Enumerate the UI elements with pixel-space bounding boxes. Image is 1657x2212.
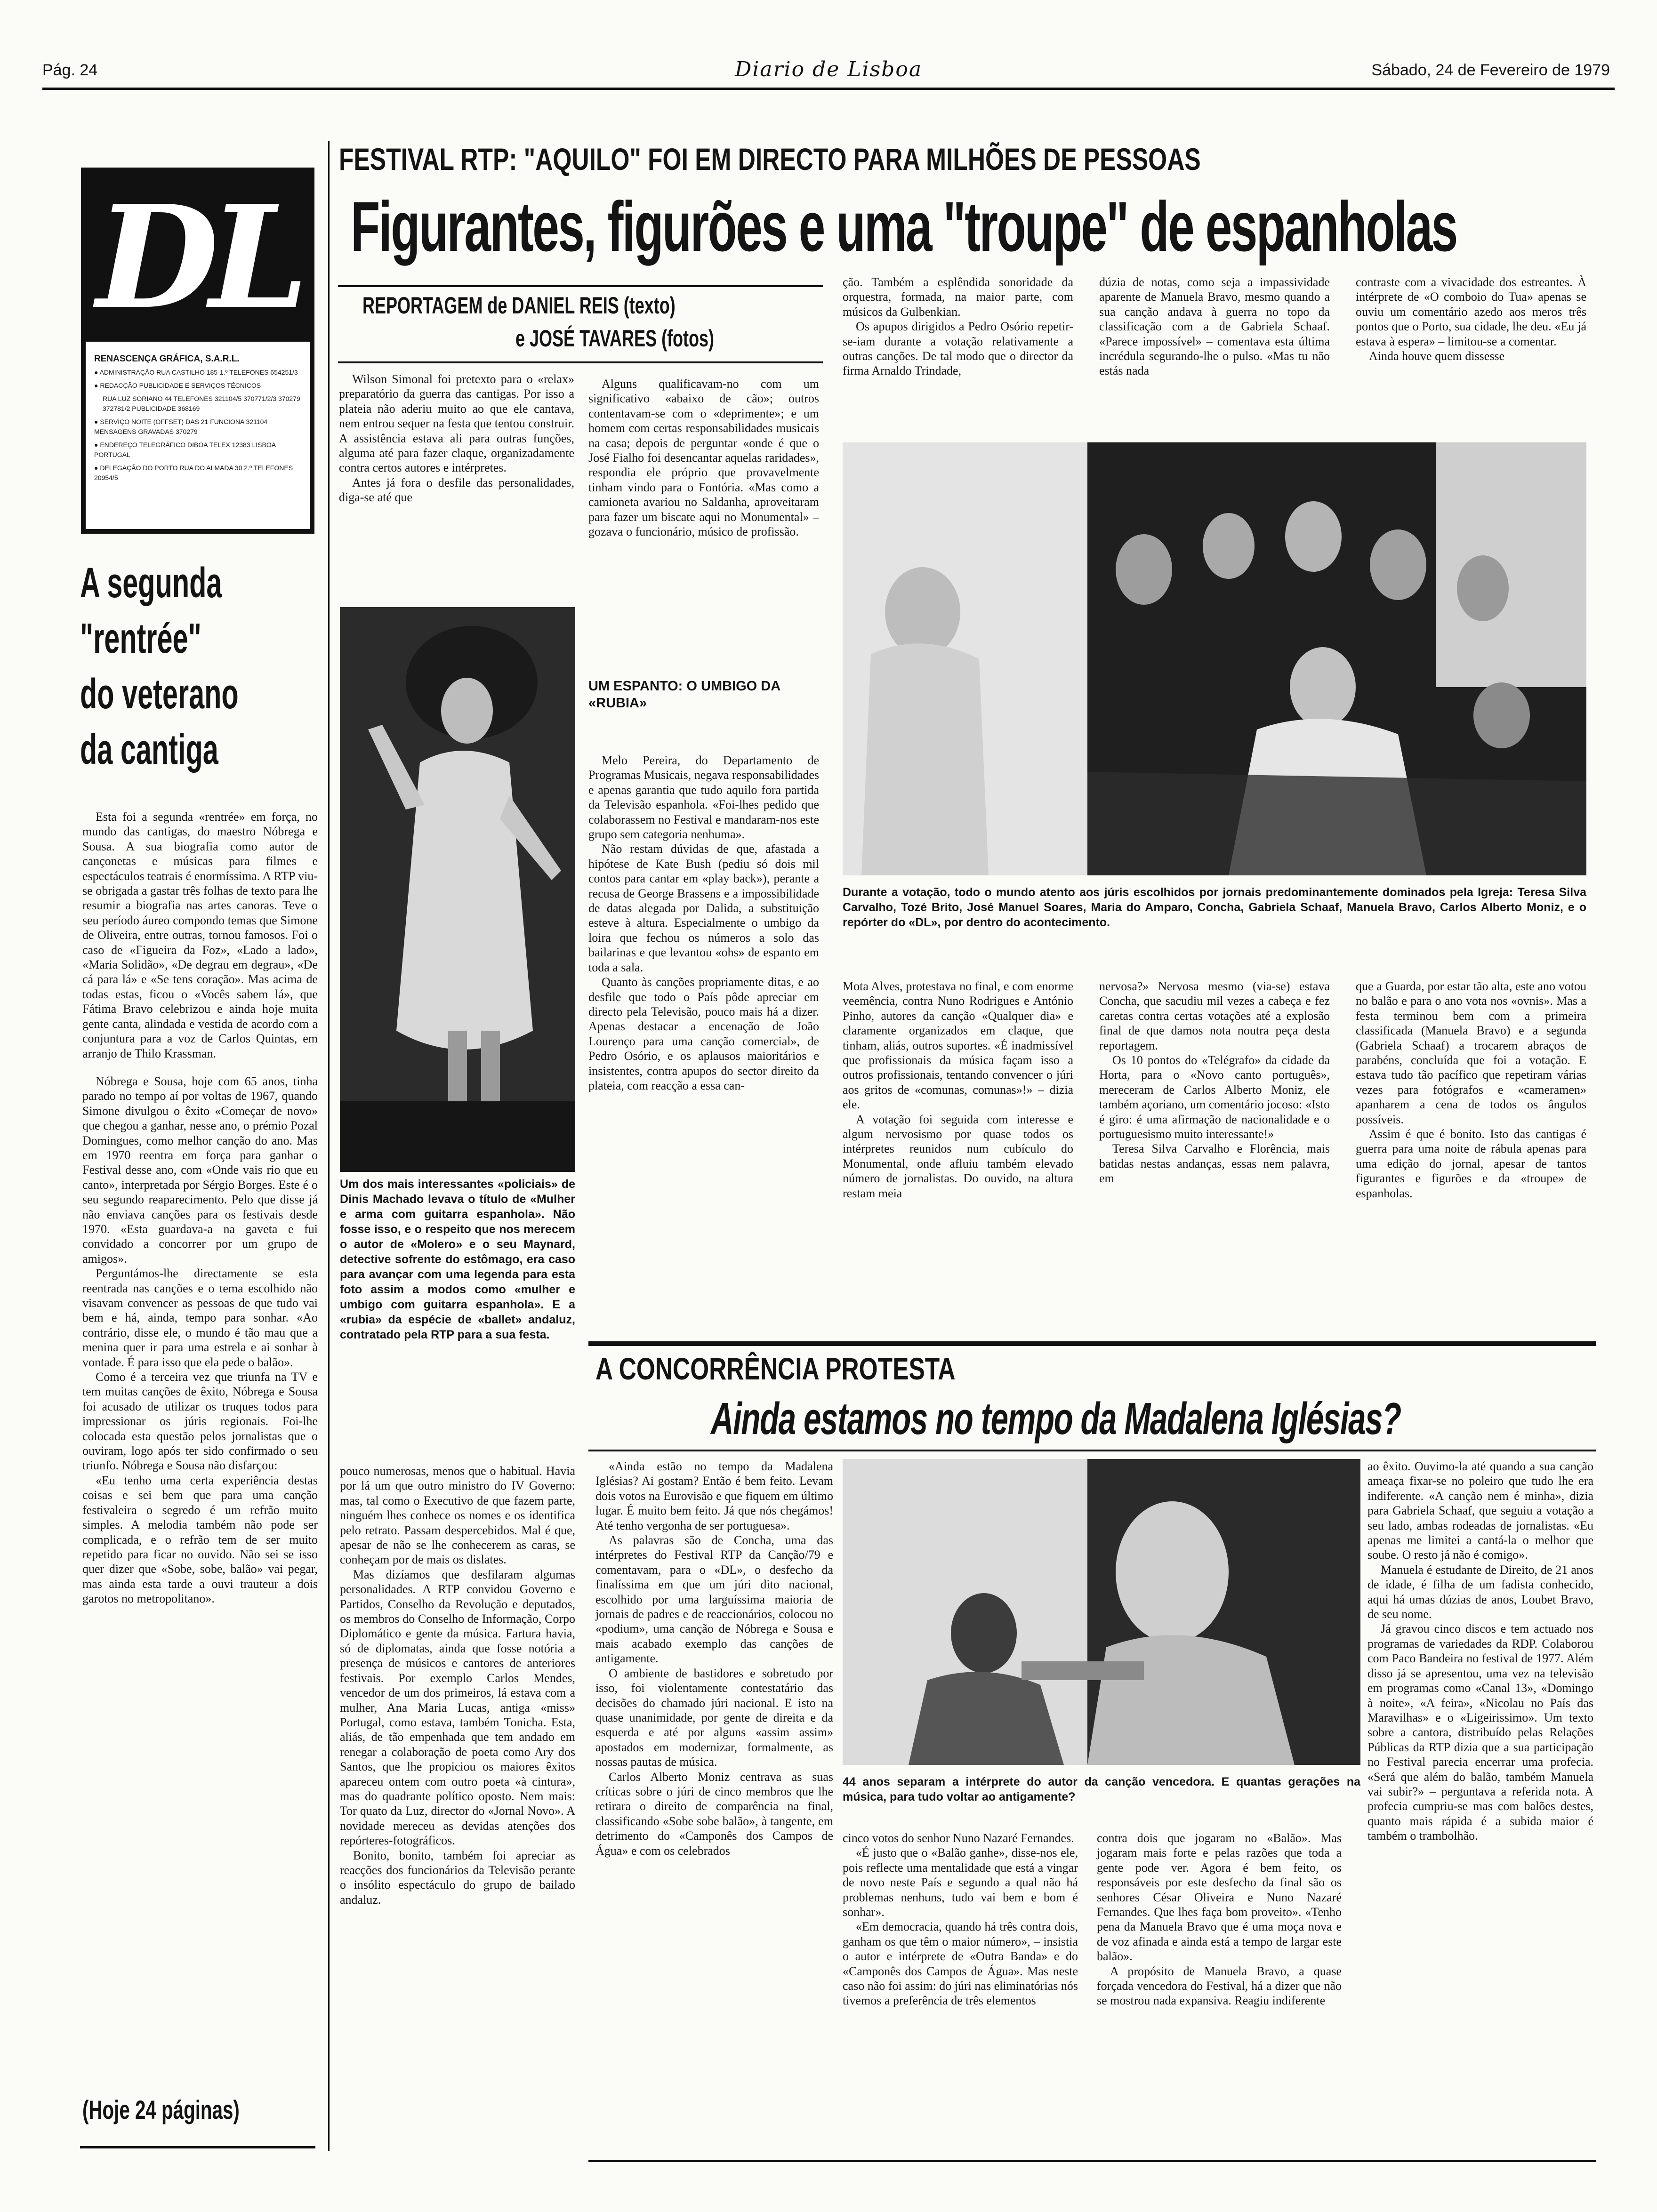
- box-col3: contra dois que jogaram no «Balão». Mas jogaram mais forte e pelas razões que toda a gente pode ver. Agora é bem feito, os responsáveis por este desfecho da final são os senhores César Oliveira e Nuno Nazaré Fernandes. Que lhes faça bom proveito». «Tenho pena da Manuela Bravo que é uma moça nova e de voz afinada e ainda está a tempo de largar este balão». A propósito de Manuela Bravo, a quase forçada vencedora do Festival, há a dizer que não se mostrou nada expansiva. Reagiu indiferente: [1097, 1831, 1342, 2008]
- dancer-photo: [340, 607, 575, 1172]
- masthead-entry: RUA LUZ SORIANO 44 TELEFONES 321104/5 370771/2/3 370279 372781/2 PUBLICIDADE 368169: [103, 395, 300, 412]
- dl-logo: DL: [86, 172, 310, 342]
- main-kicker: FESTIVAL RTP: "AQUILO" FOI EM DIRECTO PARA MILHÕES DE PESSOAS: [339, 142, 1201, 176]
- column-rule: [328, 141, 330, 2151]
- masthead-entry: ● ENDEREÇO TELEGRÁFICO DIBOA TELEX 12383 LISBOA PORTUGAL: [94, 441, 276, 458]
- box-headline: Ainda estamos no tempo da Madalena Iglésias?: [711, 1394, 1401, 1444]
- masthead-entry: ● DELEGAÇÃO DO PORTO RUA DO ALMADA 30 2.º TELEFONES 20954/5: [94, 464, 293, 481]
- page-number: Pág. 24: [42, 61, 98, 79]
- main-col3-top: ção. Também a esplêndida sonoridade da orquestra, formada, na maior parte, com músicos da Gulbenkian. Os apupos dirigidos a Pedro Osório repetir-se-iam durante a votação relativamente a outras canções. De tal modo que o director da firma Arnaldo Trindade,: [843, 275, 1073, 378]
- page-bottom-rule: [588, 2160, 1596, 2162]
- main-col5-bottom: que a Guarda, por estar tão alta, este ano votou no balão e para o ano vota nos «ovnis». Mas a festa terminou bem com a primeira classificada (Manuela Bravo) e a segunda (Gabriela Schaaf) a trocarem abraços de parabéns, concluída que foi a votação. E estava tudo tão pacífico que repetiram várias vezes para fotógrafos e «cameramen» apanharem a cena de todos os ângulos possíveis. Assim é que é bonito. Isto das cantigas é guerra para uma noite de rábula apenas para uma edição do jornal, apesar de tantos figurantes e figurões e da «troupe» de espanholas.: [1356, 979, 1586, 1200]
- byline-reporter: REPORTAGEM de DANIEL REIS (texto): [362, 292, 676, 319]
- dancer-photo-caption: Um dos mais interessantes «policiais» de Dinis Machado levava o título de «Mulher e arma com guitarra espanhola». Não fosse isso, e o respeito que nos merecem o autor de «Molero» e o seu Maynard, detective sofrente do estômago, era caso para avançar com uma legenda para esta foto assim a modos como «mulher e umbigo com guitarra espanhola». E a «rubia» da espécie de «ballet» andaluz, contratado pela RTP para a sua festa.: [340, 1178, 575, 1341]
- voting-photo: [843, 442, 1586, 875]
- singer-composer-photo: [843, 1459, 1360, 1765]
- main-col1-top: Wilson Simonal foi pretexto para o «relax» preparatório da guerra das cantigas. Por isso a plateia não aderiu muito ao que ele cantava, nem entrou sequer na festa que tentou construir. A assistência estava ali para outras funções, alguma até para fazer claque, organizadamente contra certos autores e intérpretes. Antes já fora o desfile das personalidades, diga-se até que: [339, 372, 574, 505]
- masthead-entry: ● SERVIÇO NOITE (OFFSET) DAS 21 FUNCIONA 321104 MENSAGENS GRAVADAS 370279: [94, 418, 268, 435]
- issue-date: Sábado, 24 de Fevereiro de 1979: [1371, 61, 1610, 79]
- masthead-entry: ● ADMINISTRAÇÃO RUA CASTILHO 185-1.º TELEFONES 654251/3: [94, 369, 298, 376]
- masthead-box: [81, 168, 314, 534]
- newspaper-title: Diario de Lisboa: [734, 57, 923, 81]
- main-headline: Figurantes, figurões e uma "troupe" de espanholas: [351, 187, 1457, 266]
- box-col2: cinco votos do senhor Nuno Nazaré Fernandes. «É justo que o «Balão ganhe», disse-nos ele, pois reflecte uma mentalidade que está a vingar de novo neste País e segundo a qual não há problemas nenhuns, tudo vai bem e bom é sonhar». «Em democracia, quando há três contra dois, ganham os que têm o maior número», – insistia o autor e intérprete de «Outra Banda» e do «Camponês dos Campos de Água». Mas neste caso não foi assim: do júri nas eliminatórias nós tivemos a preferência de três elementos: [843, 1831, 1078, 2008]
- header-rule: [42, 88, 1615, 90]
- side-headline: A segunda "rentrée" do veterano da cantiga: [80, 560, 239, 773]
- voting-photo-caption: Durante a votação, todo o mundo atento aos júris escolhidos por jornais predominantemente dominados pela Igreja: Teresa Silva Carvalho, Tozé Brito, José Manuel Soares, Maria do Amparo, Concha, Gabriela Schaaf, Manuela Bravo, Carlos Alberto Moniz, e o repórter do «DL», por dentro do acontecimento.: [843, 886, 1586, 929]
- masthead-entry: ● REDACÇÃO PUBLICIDADE E SERVIÇOS TÉCNICOS: [94, 382, 261, 389]
- main-col2-bottom: Melo Pereira, do Departamento de Programas Musicais, negava responsabilidades e apenas garantia que tudo aquilo fora partida da Televisão espanhola. «Foi-lhes pedido que colaborassem no Festival e mandaram-nos este grupo sem categoria nenhuma». Não restam dúvidas de que, afastada a hipótese de Kate Bush (pediu só dois mil contos para cantar em «play back»), perante a recusa de George Brassens e a impossibilidade de datas alegada por Dalida, a substituição esteve à altura. Especialmente o umbigo da loira que fechou os números a solo das bailarinas e que levantou «ohs» de espanto em toda a sala. Quanto às canções propriamente ditas, e ao desfile que todo o País pôde apreciar em directo pela Televisão, pouco mais há a dizer. Apenas destacar a encenação de João Lourenço para uma canção comercial», de Pedro Osório, e os aplausos maioritários e insistentes, contra apupos do sector direito da plateia, com reacção a essa can-: [588, 753, 819, 1092]
- box-col4: ao êxito. Ouvimo-la até quando a sua canção ameaça fixar-se no poleiro que tudo lhe era indiferente. «A canção nem é minha», dizia para Gabriela Schaaf, que seguiu a votação a seu lado, ambas rodeadas de jornalistas. «Eu apenas me limitei a cantá-la o melhor que soube. O resto já não é comigo». Manuela é estudante de Direito, de 21 anos de idade, é filha de um fadista conhecido, aqui há umas dúzias de anos, Loubet Bravo, de seu nome. Já gravou cinco discos e tem actuado nos programas de variedades da RDP. Colaborou com Paco Bandeira no festival de 1977. Além disso já se apresentou, uma vez na televisão em programas como «Canal 13», «Domingo à noite», «A feira», «Nicolau no País das Maravilhas» e o «Ligeirissimo». Um texto sobre a cantora, distribuído pelas Relações Públicas da RTP dizia que a sua participação no Festival parecia encerrar uma profecia. «Será que além do balão, também Manuela vai subir?» – perguntava a referida nota. A profecia cumpriu-se mas com balões destes, quanto mais rápida é a subida maior é também o trambolhão.: [1367, 1459, 1593, 1843]
- masthead-company: RENASCENÇA GRÁFICA, S.A.R.L.: [94, 354, 240, 364]
- main-col3-bottom: Mota Alves, protestava no final, e com enorme veemência, contra Nuno Rodrigues e António Pinho, autores da canção «Qualquer dia» e claramente organizados em claque, que tinham, aliás, outros suportes. «É inadmissível que profissionais da música façam isso a outros profissionais, tentando convencer o júri aos gritos de «comunas, comunas»!» – dizia ele. A votação foi seguida com interesse e algum nervosismo por quase todos os intérpretes reunidos num cubículo do Monumental, onde afluiu também elevado número de jornalistas. Do ouvido, na altura restam meia: [843, 979, 1073, 1200]
- main-col5-top: contraste com a vivacidade dos estreantes. À intérprete de «O comboio do Tua» apenas se ouviu um comentário azedo aos meros três pontos que o Porto, sua cidade, lhe deu. «Eu já estava à espera» – limitou-se a comentar. Ainda houve quem dissesse: [1356, 275, 1586, 363]
- pages-note: (Hoje 24 páginas): [82, 2095, 240, 2124]
- box-col1: «Ainda estão no tempo da Madalena Iglésias? Ai gostam? Então é bem feito. Levam dois votos na Eurovisão e que fiquem em último lugar. É muito bem feito. Já que nós chegámos! Até tenho vergonha de ser portuguesa». As palavras são de Concha, uma das intérpretes do Festival RTP da Canção/79 e comentavam, para o «DL», o desfecho da finalíssima em que um júri dito nacional, escolhido por uma larguíssima maioria de jornais de padres e de reaccionários, colocou no «podium», uma canção de Nóbrega e Sousa e mais acabado exemplo das canções de antigamente. O ambiente de bastidores e sobretudo por isso, foi violentamente contestatário das decisões do chamado júri nacional. E isto na quase unanimidade, por gente de direita e da esquerda e até por alguns «assim assim» apostados em modernizar, formalmente, as nossas pautas de música. Carlos Alberto Moniz centrava as suas críticas sobre o júri de cinco membros que lhe retirara o direito de comparência na final, classificando «Sobe sobe balão», à tangente, em detrimento do «Camponês dos Campos de Água» e com os celebrados: [595, 1459, 833, 1858]
- side-article-body: Esta foi a segunda «rentrée» em força, no mundo das cantigas, do maestro Nóbrega e Sousa. A sua biografia como autor de cançonetas e músicas para filmes e espectáculos teatrais é enormíssima. A RTP viu-se obrigada a gastar três folhas de texto para lhe resumir a biografia nas artes canoras. Teve o seu período áureo compondo temas que Simone de Oliveira, entre outras, tornou famosos. Foi o caso de «Figueira da Foz», «Lado a lado», «Maria Solidão», «De degrau em degrau», «De cá para lá» e «Se tens coração». Mas acima de todas estas, ficou o «Vocês sabem lá», que Fátima Bravo celebrizou e ainda hoje muita gente canta, alindada e vestida de acordo com a conjuntura para a voz de Carlos Quintas, em arranjo de Thilo Krassman. Nóbrega e Sousa, hoje com 65 anos, tinha parado no tempo aí por voltas de 1967, quando Simone divulgou o êxito «Começar de novo» que chegou a ganhar, nesse ano, o prémio Pozal Domingues, como melhor canção do ano. Mas em 1970 reentra em força para ganhar o Festival desse ano, com «Onde vais rio que eu canto», interpretada por Sérgio Borges. Este é o seu segundo reaparecimento. Pelo que disse já não enviava canções para os festivais desde 1970. «Esta guardava-a na gaveta e fui convidado a concorrer por um grupo de amigos». Perguntámos-lhe directamente se esta reentrada nas canções e o tema escolhido não visavam convencer as pessoas de que tudo vai bem e há, ainda, tempo para sonhar. «Ao contrário, disse ele, o mundo é tão mau que a menina quer ir para uma estrela e ai sonhar à vontade. É para isso que ela pede o balão». Como é a terceira vez que triunfa na TV e tem muitas canções de êxito, Nóbrega e Sousa foi acusado de utilizar os truques todos para impressionar os júris regionais. Foi-lhe colocada esta questão pelos jornalistas que o ouviram, logo após ter sido confirmado o seu triunfo. Nóbrega e Sousa não disfarçou: «Eu tenho uma certa experiência destas coisas e sei bem que para uma canção festivaleira o segredo é um refrão muito simples. A melodia também não pode ser complicada, e o refrão tem de ser muito repetido para ficar no ouvido. Não sei se isso quer dizer que «Sobe, sobe, balão» vai pegar, mas ainda esta tarde a ouvi trauteur a dois garotos no metropolitano».: [82, 810, 318, 1606]
- main-col2-top: Alguns qualificavam-no com um significativo «abaixo de cão»; outros contentavam-se com o «deprimente»; e um homem com certas responsabilidades musicais na casa; depois de perguntar «onde é que o José Fialho foi desencantar aquelas raridades», respondia ele próprio que provavelmente tinham vindo para o Fontória. «Mas como a camioneta avariou no Saldanha, aproveitaram para fazer um biscate aqui no Monumental» –gozava o funcionário, músico de profissão.: [588, 377, 819, 539]
- box-kicker: A CONCORRÊNCIA PROTESTA: [595, 1351, 956, 1386]
- subhead-umbigo: UM ESPANTO: O UMBIGO DA «RUBIA»: [588, 679, 780, 711]
- main-col4-top: dúzia de notas, como seja a impassividade aparente de Manuela Bravo, mesmo quando a sua canção andava à guerra no topo da classificação com a de Gabriela Schaaf. «Parece impossível» – comentava esta última incrédula segurando-lhe o pulso. «Mas tu não estás nada: [1099, 275, 1330, 378]
- box-top-rule: [588, 1341, 1596, 1346]
- byline-photographer: e JOSÉ TAVARES (fotos): [515, 325, 715, 352]
- main-col4-bottom: nervosa?» Nervosa mesmo (via-se) estava Concha, que sacudiu mil vezes a cabeça e fez caretas contra certas votações até a explosão final de que damos nota noutra peça desta reportagem. Os 10 pontos do «Telégrafo» da cidade da Horta, para o «Novo canto português», mereceram de Carlos Alberto Moniz, ele também açoriano, um comentário jocoso: «Isto é giro: é uma afirmação de nacionalidade e o portuguesismo muito interessante!» Teresa Silva Carvalho e Florência, mais batidas nestas andanças, essas nem palavra, em: [1099, 979, 1330, 1186]
- singer-composer-caption: 44 anos separam a intérprete do autor da canção vencedora. E quantas gerações na música, para tudo voltar ao antigamente?: [843, 1775, 1360, 1803]
- main-col1-bottom: pouco numerosas, menos que o habitual. Havia por lá um que outro ministro do IV Governo: mas, tal como o Executivo de que fazem parte, ninguém lhes conhece os nomes e os identifica pelo retrato. Passam despercebidos. Mal é que, apesar de não se lhe conhecerem as caras, se conheçam por de mais os dislates. Mas dizíamos que desfilaram algumas personalidades. A RTP convidou Governo e Partidos, Conselho da Revolução e deputados, os membros do Conselho de Informação, Corpo Diplomático e gente da música. Fartura havia, só de diplomatas, ainda que fosse notória a presença de músicos e cantores de anteriores festivais. Por exemplo Carlos Mendes, vencedor de um dos primeiros, lá estava com a mulher, Ana Maria Lucas, antiga «miss» Portugal, como estava, também Tonicha. Esta, aliás, de tão empenhada que tem andado em renegar a colaboração de poeta como Ary dos Santos, que lhe propiciou os maiores êxitos apareceu ontem com outro poeta «à cintura», mas do quadrante político oposto. Nem mais: Tor quato da Luz, director do «Jornal Novo». A novidade mereceu as devidas atenções dos repórteres-fotográficos. Bonito, bonito, também foi apreciar as reacções dos funcionários da Televisão perante o insólito espectáculo do grupo de bailado andaluz.: [340, 1464, 575, 1907]
